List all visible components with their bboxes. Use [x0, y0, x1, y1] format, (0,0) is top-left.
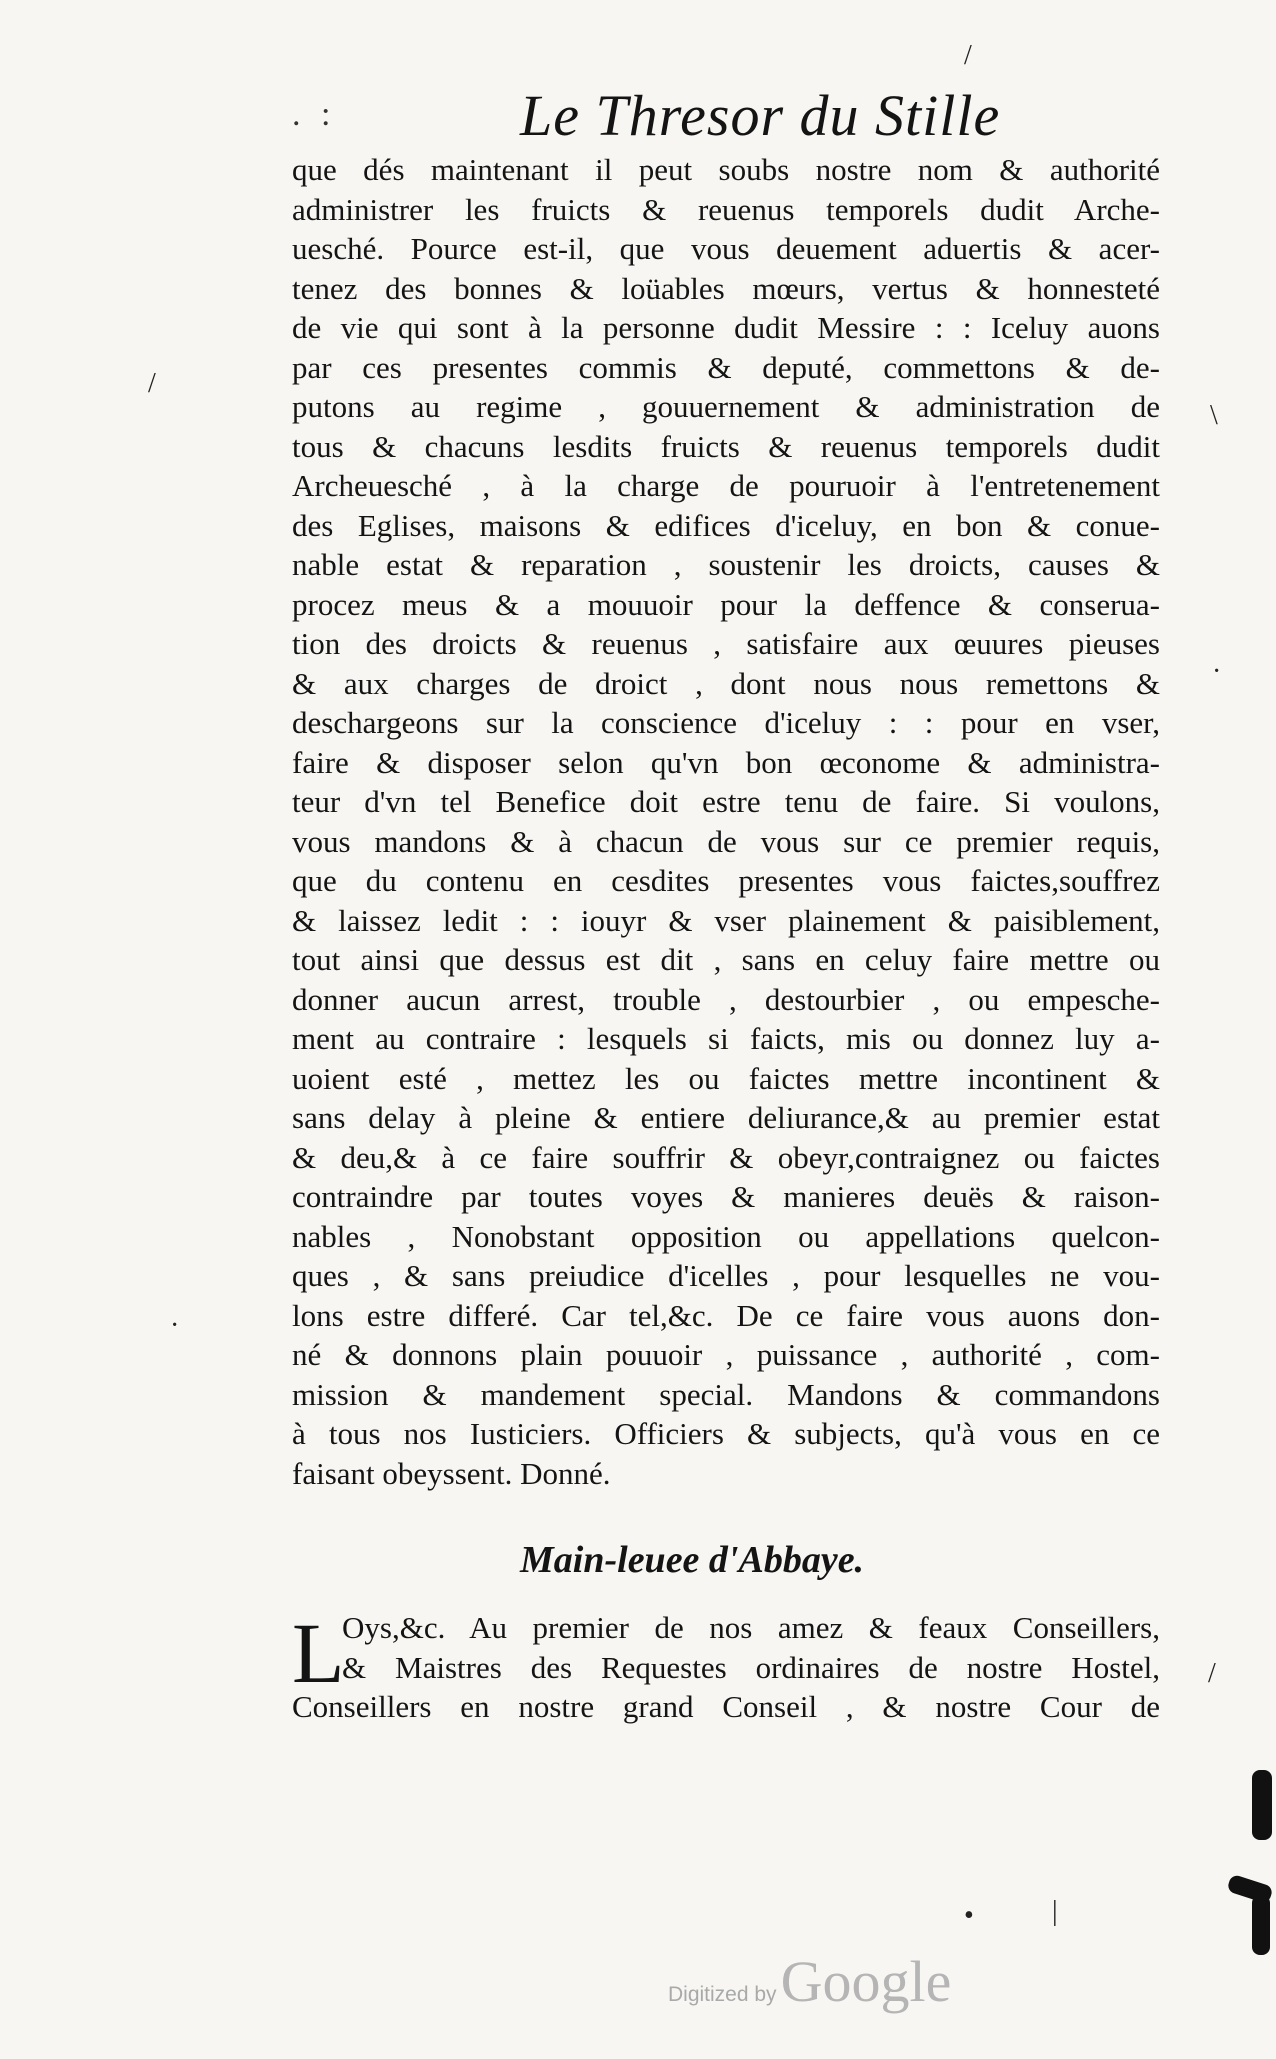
- margin-speck: /: [1208, 1658, 1216, 1689]
- text-line: uoient esté , mettez les ou faictes mettre incontinent &: [292, 1060, 1160, 1096]
- text-line: que dés maintenant il peut soubs nostre nom & authorité: [292, 152, 1160, 187]
- text-line: tenez des bonnes & loüables mœurs, vertus & honnesteté: [292, 270, 1160, 306]
- text-line: ment au contraire : lesquels si faicts, mis ou donnez luy a-: [292, 1021, 1160, 1056]
- margin-speck: ·: [170, 1310, 180, 1341]
- text-line: uesché. Pource est-il, que vous deuement aduertis & acer-: [292, 231, 1160, 266]
- text-line: contraindre par toutes voyes & manieres deuës & raison-: [292, 1179, 1160, 1214]
- text-line: & Maistres des Requestes ordinaires de nostre Hostel,: [342, 1649, 1160, 1685]
- margin-speck: /: [964, 40, 972, 71]
- text-line: procez meus & a mouuoir pour la deffence & conserua-: [292, 586, 1160, 622]
- running-head: Le Thresor du Stille: [520, 83, 1001, 148]
- text-line: & laissez ledit : : iouyr & vser plainement & paisiblement,: [292, 902, 1160, 938]
- section-title: Main-leuee d'Abbaye.: [520, 1539, 865, 1581]
- text-line: administrer les fruicts & reuenus temporels dudit Arche-: [292, 191, 1160, 227]
- text-line: & aux charges de droict , dont nous nous remettons &: [292, 665, 1160, 701]
- text-line: ques , & sans preiudice d'icelles , pour lesquelles ne vou-: [292, 1258, 1160, 1293]
- text-line: Archeuesché , à la charge de pouruoir à l'entretenement: [292, 468, 1160, 503]
- binding-clip-mark: [1252, 1770, 1272, 1840]
- margin-speck: ·: [1212, 656, 1222, 687]
- text-line: mission & mandement special. Mandons & commandons: [292, 1376, 1160, 1412]
- text-line: faire & disposer selon qu'vn bon œconome & administra-: [292, 744, 1160, 780]
- text-line: Oys,&c. Au premier de nos amez & feaux Conseillers,: [342, 1610, 1160, 1645]
- text-line: faisant obeyssent. Donné.: [292, 1455, 611, 1491]
- text-line: tout ainsi que dessus est dit , sans en celuy faire mettre ou: [292, 942, 1160, 977]
- text-line: né & donnons plain pouuoir , puissance , authorité , com-: [292, 1337, 1160, 1372]
- margin-speck: /: [148, 368, 156, 399]
- text-line: par ces presentes commis & deputé, commettons & de-: [292, 349, 1160, 385]
- text-line: de vie qui sont à la personne dudit Messire : : Iceluy auons: [292, 310, 1160, 345]
- body-text: [292, 150, 1160, 1493]
- section-text: [292, 1605, 1160, 1727]
- margin-speck: •: [964, 1900, 974, 1931]
- margin-speck: |: [1052, 1896, 1058, 1927]
- text-line: tion des droicts & reuenus , satisfaire aux œuures pieuses: [292, 626, 1160, 661]
- text-line: & deu,& à ce faire souffrir & obeyr,contraignez ou faictes: [292, 1139, 1160, 1175]
- text-line: putons au regime , gouuernement & administration de: [292, 389, 1160, 424]
- text-line: lons estre differé. Car tel,&c. De ce faire vous auons don-: [292, 1297, 1160, 1333]
- text-line: Conseillers en nostre grand Conseil , & nostre Cour de: [292, 1689, 1160, 1724]
- text-line: nable estat & reparation , soustenir les droicts, causes &: [292, 547, 1160, 582]
- google-logo: Google: [780, 1949, 952, 2014]
- margin-speck: \: [1210, 400, 1218, 431]
- binding-clip-mark: [1252, 1895, 1270, 1955]
- text-line: tous & chacuns lesdits fruicts & reuenus temporels dudit: [292, 428, 1160, 464]
- text-line: nables , Nonobstant opposition ou appellations quelcon-: [292, 1218, 1160, 1254]
- text-line: à tous nos Iusticiers. Officiers & subjects, qu'à vous en ce: [292, 1416, 1160, 1451]
- text-line: deschargeons sur la conscience d'iceluy : : pour en vser,: [292, 705, 1160, 740]
- text-line: que du contenu en cesdites presentes vous faictes,souffrez: [292, 863, 1160, 898]
- text-line: teur d'vn tel Benefice doit estre tenu de faire. Si voulons,: [292, 784, 1160, 819]
- text-line: sans delay à pleine & entiere deliurance,& au premier estat: [292, 1100, 1160, 1135]
- drop-cap: L: [292, 1605, 345, 1701]
- text-line: des Eglises, maisons & edifices d'iceluy, en bon & conue-: [292, 507, 1160, 543]
- digitized-watermark: [668, 1948, 951, 2015]
- page-marks: . :: [292, 96, 337, 133]
- watermark-prefix: Digitized by: [668, 1983, 777, 2006]
- text-line: vous mandons & à chacun de vous sur ce premier requis,: [292, 823, 1160, 859]
- text-line: donner aucun arrest, trouble , destourbier , ou empesche-: [292, 981, 1160, 1017]
